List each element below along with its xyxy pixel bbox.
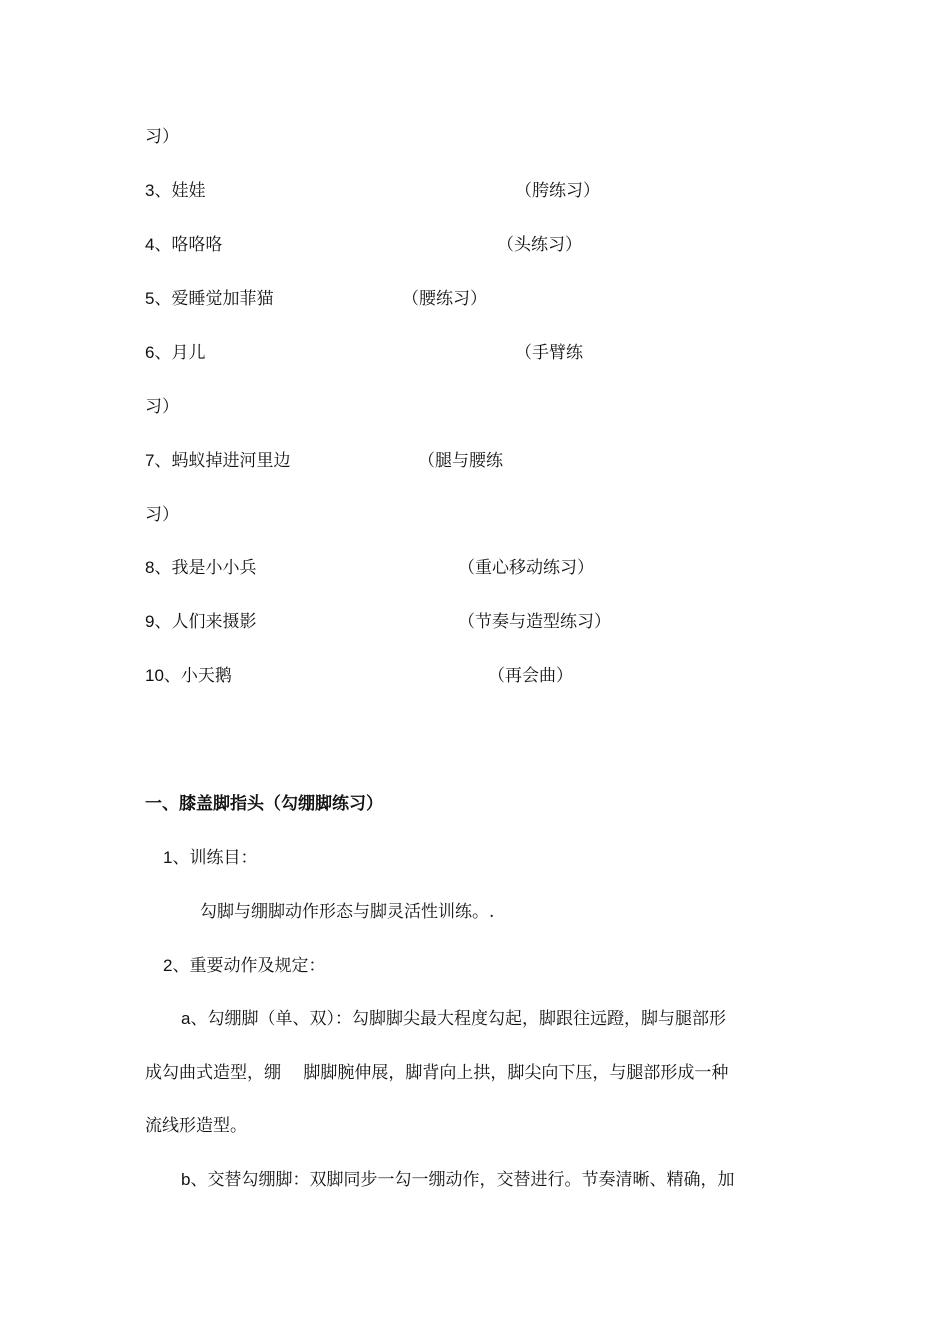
list-item-title: 7、蚂蚁掉进河里边: [145, 451, 291, 471]
list-item-note: （重心移动练习）: [458, 558, 594, 578]
paragraph: 勾脚与绷脚动作形态与脚灵活性训练。.: [200, 902, 495, 922]
list-item-title: 5、爱睡觉加菲猫: [145, 289, 274, 309]
paragraph-line: 流线形造型。: [145, 1116, 247, 1136]
list-continuation: 习）: [145, 505, 179, 525]
section-heading: 一、膝盖脚指头（勾绷脚练习）: [145, 794, 383, 814]
subsection-title: 1、训练目：: [163, 848, 258, 868]
subsection-title: 2、重要动作及规定：: [163, 956, 326, 976]
list-item-note: （头练习）: [497, 235, 582, 255]
list-item-note: （腰练习）: [402, 289, 487, 309]
list-item-title: 8、我是小小兵: [145, 558, 257, 578]
paragraph-line: a、勾绷脚（单、双）：勾脚脚尖最大程度勾起，脚跟往远蹬，脚与腿部形: [181, 1009, 726, 1029]
list-item-title: 10、小天鹅: [145, 666, 232, 686]
list-continuation: 习）: [145, 397, 179, 417]
list-item-title: 4、咯咯咯: [145, 235, 223, 255]
list-item-note: （手臂练: [515, 343, 583, 363]
list-item-note: （腿与腰练: [418, 451, 503, 471]
paragraph-line: b、交替勾绷脚：双脚同步一勾一绷动作，交替进行。节奏清晰、精确，加: [181, 1170, 735, 1190]
list-continuation: 习）: [145, 127, 179, 147]
list-item-note: （再会曲）: [488, 666, 573, 686]
list-item-title: 9、人们来摄影: [145, 612, 257, 632]
list-item-title: 6、月儿: [145, 343, 206, 363]
list-item-note: （胯练习）: [515, 181, 600, 201]
list-item-title: 3、娃娃: [145, 181, 206, 201]
list-item-note: （节奏与造型练习）: [458, 612, 611, 632]
paragraph-line: 成勾曲式造型，绷 脚脚腕伸展，脚背向上拱，脚尖向下压，与腿部形成一种: [145, 1063, 729, 1083]
